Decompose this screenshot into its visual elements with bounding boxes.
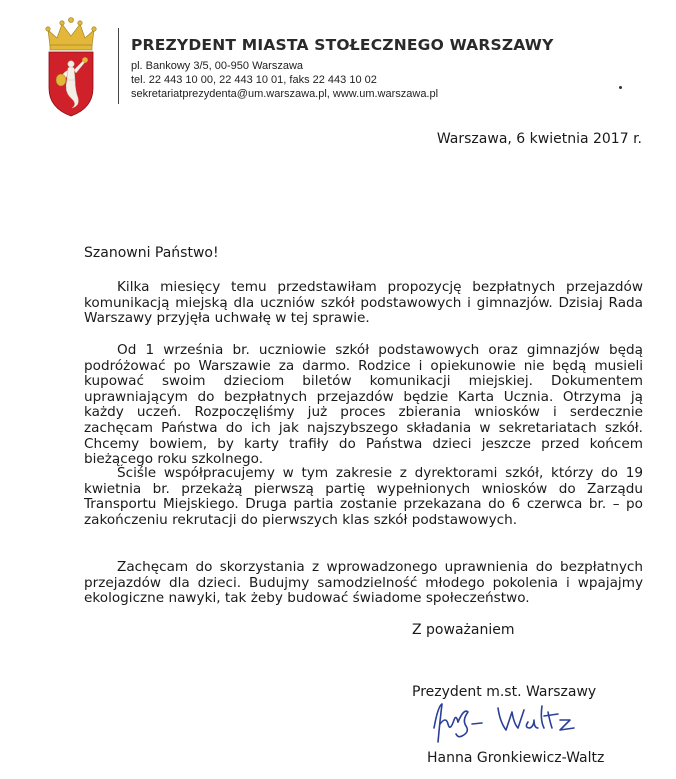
paragraph-1: Kilka miesięcy temu przedstawiłam propozycję bezpłatnych przejazdów komunikacją miejską dla uczniów szkół podstawowych i gimnazjów. Dzisiaj Rada Warszawy przyjęła uchwałę w tej sprawie. xyxy=(84,279,643,327)
header-divider xyxy=(118,28,119,104)
paragraph-2: Od 1 września br. uczniowie szkół podstawowych oraz gimnazjów będą podróżować po Warszawie za darmo. Rodzice i opiekunowie nie będą musieli kupować swoim dzieciom biletów komunikacji miejskiej. Dokumentem uprawniającym do bezpłatnych przejazdów będzie Karta Ucznia. Otrzyma ją każdy uczeń. Rozpoczęliśmy już proces zbierania wniosków i serdecznie zachęcam Państwa do ich jak najszybszego składania w sekretariatach szkół. Chcemy bowiem, by karty trafiły do Państwa dzieci jeszcze przed końcem bieżącego roku szkolnego. xyxy=(84,342,643,468)
paragraph-3: Ściśle współpracujemy w tym zakresie z dyrektorami szkół, którzy do 19 kwietnia br. przekażą pierwszą partię wypełnionych wniosków do Zarządu Transportu Miejskiego. Druga partia zostanie przekazana do 6 czerwca br. – po zakończeniu rekrutacji do pierwszych klas szkół podstawowych. xyxy=(84,465,643,528)
handwritten-signature xyxy=(428,698,588,746)
phone-line: tel. 22 443 10 00, 22 443 10 01, faks 22 443 10 02 xyxy=(131,74,377,86)
organization-name: PREZYDENT MIASTA STOŁECZNEGO WARSZAWY xyxy=(131,36,554,54)
address-line: pl. Bankowy 3/5, 00-950 Warszawa xyxy=(131,60,304,72)
closing-line: Z poważaniem xyxy=(412,622,515,638)
signer-name: Hanna Gronkiewicz-Waltz xyxy=(427,750,605,766)
contact-line: sekretariatprezydenta@um.warszawa.pl, www.um.warszawa.pl xyxy=(131,88,439,100)
greeting: Szanowni Państwo! xyxy=(84,245,219,261)
paragraph-4: Zachęcam do skorzystania z wprowadzonego uprawnienia do bezpłatnych przejazdów dla dzieci. Budujmy samodzielność młodego pokolenia i wpajajmy ekologiczne nawyki, tak żeby budować świadome społeczeństwo. xyxy=(84,559,643,607)
speck-mark xyxy=(619,86,622,89)
letter-date: Warszawa, 6 kwietnia 2017 r. xyxy=(436,131,642,147)
signer-role: Prezydent m.st. Warszawy xyxy=(412,684,597,700)
warsaw-coat-of-arms-icon xyxy=(40,16,102,120)
